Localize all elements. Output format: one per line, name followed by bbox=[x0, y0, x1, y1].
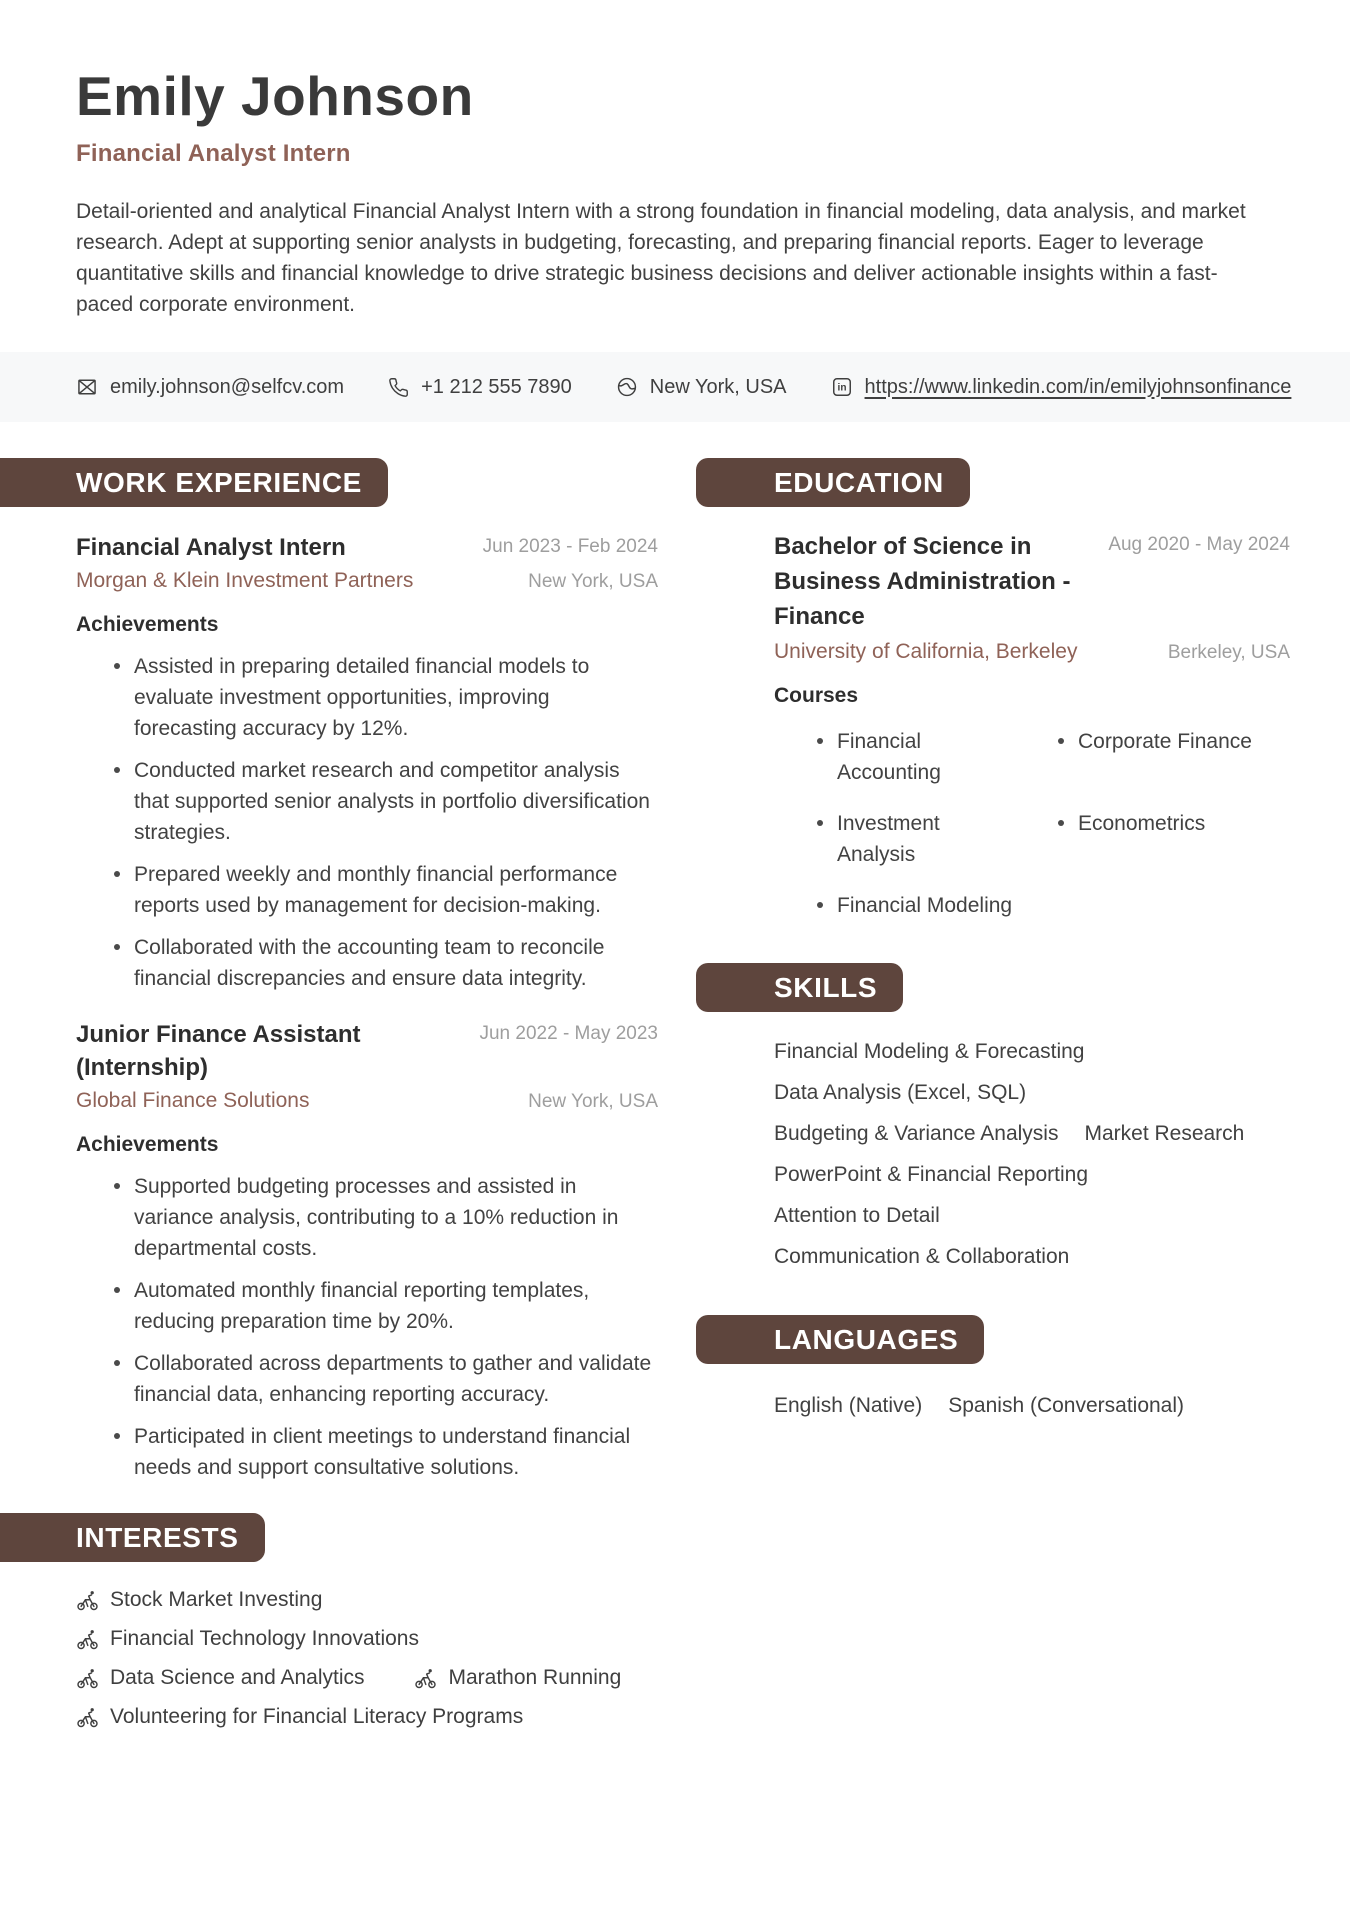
email-icon bbox=[76, 376, 98, 398]
education-content bbox=[696, 529, 1292, 921]
courses-label: Courses bbox=[774, 684, 859, 707]
interest-item bbox=[76, 1666, 364, 1690]
location-text: New York, USA bbox=[649, 375, 787, 398]
contact-bar bbox=[0, 352, 1350, 422]
achievement-item bbox=[114, 1348, 658, 1410]
bullet-dot bbox=[817, 738, 823, 744]
achievements-list bbox=[114, 1171, 658, 1483]
job-role-subtitle: Financial Analyst Intern bbox=[76, 140, 351, 167]
interest-item bbox=[76, 1588, 322, 1612]
achievements-label: Achievements bbox=[76, 613, 219, 636]
job-location: New York, USA bbox=[528, 1091, 658, 1112]
bullet-dot bbox=[817, 820, 823, 826]
achievement-item bbox=[114, 1171, 658, 1264]
bullet-dot bbox=[817, 902, 823, 908]
education-dates: Aug 2020 - May 2024 bbox=[1108, 534, 1290, 555]
skills-list bbox=[696, 1040, 1292, 1269]
interest-item bbox=[414, 1666, 621, 1690]
achievement-text: Prepared weekly and monthly financial performance reports used by management for decision-making. bbox=[134, 863, 618, 917]
course-row bbox=[774, 808, 1290, 870]
section-banner-education: EDUCATION bbox=[696, 458, 970, 507]
interest-item bbox=[76, 1627, 419, 1651]
profile-summary: Detail-oriented and analytical Financial Analyst Intern with a strong foundation in financial modeling, data analysis, and market research. Adept at supporting senior analysts in budgeting, forecasting, and preparing financial reports. Eager to leverage quantitative skills and financial knowledge to drive strategic business decisions and deliver actionable insights within a fast-paced corporate environment. bbox=[76, 200, 1246, 316]
interest-text: Stock Market Investing bbox=[110, 1588, 323, 1611]
contact-linkedin bbox=[831, 376, 1292, 399]
section-banner-languages: LANGUAGES bbox=[696, 1315, 984, 1364]
course-item bbox=[1021, 808, 1205, 870]
course-text: Corporate Finance bbox=[1078, 730, 1252, 753]
bullet-dot bbox=[114, 944, 120, 950]
bullet-dot bbox=[1058, 738, 1064, 744]
skill-item: Attention to Detail bbox=[774, 1204, 940, 1227]
job-dates: Jun 2022 - May 2023 bbox=[479, 1023, 658, 1044]
job-location: New York, USA bbox=[528, 571, 658, 592]
right-column bbox=[696, 458, 1292, 1418]
header bbox=[0, 0, 1350, 320]
job-entry-2 bbox=[76, 1018, 658, 1483]
contact-location bbox=[616, 376, 787, 399]
contact-email bbox=[76, 376, 344, 399]
achievement-text: Conducted market research and competitor analysis that supported senior analysts in portfolio diversification strategies. bbox=[134, 759, 650, 844]
skill-item: Data Analysis (Excel, SQL) bbox=[774, 1081, 1027, 1104]
interest-row bbox=[76, 1666, 658, 1690]
contact-phone bbox=[388, 376, 572, 399]
skill-item: Budgeting & Variance Analysis bbox=[774, 1122, 1059, 1145]
skill-item: Communication & Collaboration bbox=[774, 1245, 1070, 1268]
job-dates: Jun 2023 - Feb 2024 bbox=[482, 536, 658, 557]
email-text: emily.johnson@selfcv.com bbox=[110, 375, 345, 398]
achievement-item bbox=[114, 755, 658, 848]
achievements-list bbox=[114, 651, 658, 994]
linkedin-icon bbox=[831, 376, 853, 398]
bullet-dot bbox=[114, 663, 120, 669]
skill-item: Market Research bbox=[1084, 1122, 1245, 1145]
course-item bbox=[774, 726, 1021, 788]
course-text: Financial Accounting bbox=[837, 730, 941, 784]
bullet-dot bbox=[114, 1360, 120, 1366]
achievement-text: Participated in client meetings to understand financial needs and support consultative solutions. bbox=[134, 1425, 631, 1479]
svg-text:in: in bbox=[837, 382, 847, 394]
education-entry bbox=[774, 529, 1290, 921]
linkedin-link[interactable]: https://www.linkedin.com/in/emilyjohnsonfinance bbox=[864, 375, 1292, 398]
achievement-item bbox=[114, 1275, 658, 1337]
school-name: University of California, Berkeley bbox=[774, 640, 1078, 663]
interest-text: Data Science and Analytics bbox=[110, 1666, 365, 1689]
cyclist-icon bbox=[76, 1667, 99, 1690]
achievement-text: Supported budgeting processes and assisted in variance analysis, contributing to a 10% reduction in departmental costs. bbox=[134, 1175, 619, 1260]
globe-icon bbox=[616, 376, 638, 398]
achievement-text: Collaborated with the accounting team to reconcile financial discrepancies and ensure data integrity. bbox=[134, 936, 605, 990]
achievement-item bbox=[114, 1421, 658, 1483]
language-item: English (Native) bbox=[774, 1394, 923, 1417]
phone-text: +1 212 555 7890 bbox=[421, 375, 572, 398]
languages-section bbox=[696, 1315, 1292, 1418]
interest-row bbox=[76, 1588, 658, 1612]
achievement-item bbox=[114, 932, 658, 994]
achievement-text: Assisted in preparing detailed financial models to evaluate investment opportunities, improving forecasting accuracy by 12%. bbox=[134, 655, 590, 740]
achievements-label: Achievements bbox=[76, 1133, 219, 1156]
bullet-dot bbox=[114, 767, 120, 773]
job-company: Global Finance Solutions bbox=[76, 1089, 310, 1112]
bullet-dot bbox=[114, 1433, 120, 1439]
cyclist-icon bbox=[76, 1628, 99, 1651]
person-name: Emily Johnson bbox=[76, 65, 474, 127]
achievement-item bbox=[114, 859, 658, 921]
phone-icon bbox=[388, 377, 409, 398]
section-banner-skills: SKILLS bbox=[696, 963, 903, 1012]
courses-list bbox=[774, 726, 1290, 921]
course-item bbox=[774, 890, 1021, 921]
main-columns bbox=[0, 458, 1350, 1744]
skills-section bbox=[696, 963, 1292, 1269]
bullet-dot bbox=[114, 1183, 120, 1189]
interest-text: Volunteering for Financial Literacy Programs bbox=[110, 1705, 524, 1728]
left-column bbox=[0, 458, 658, 1744]
job-company: Morgan & Klein Investment Partners bbox=[76, 569, 414, 592]
section-banner-work-experience: WORK EXPERIENCE bbox=[0, 458, 388, 507]
achievement-text: Collaborated across departments to gather and validate financial data, enhancing reporting accuracy. bbox=[134, 1352, 652, 1406]
work-experience-content bbox=[0, 531, 658, 1729]
course-row bbox=[774, 726, 1290, 788]
course-text: Econometrics bbox=[1078, 812, 1206, 835]
cyclist-icon bbox=[76, 1589, 99, 1612]
interest-text: Marathon Running bbox=[448, 1666, 622, 1689]
course-text: Financial Modeling bbox=[837, 894, 1013, 917]
bullet-dot bbox=[1058, 820, 1064, 826]
degree-title: Bachelor of Science in Business Administration - Finance bbox=[774, 533, 1071, 630]
course-item bbox=[1021, 726, 1252, 788]
job-title: Financial Analyst Intern bbox=[76, 534, 346, 561]
cyclist-icon bbox=[414, 1667, 437, 1690]
achievement-text: Automated monthly financial reporting templates, reducing preparation time by 20%. bbox=[134, 1279, 590, 1333]
skill-item: Financial Modeling & Forecasting bbox=[774, 1040, 1085, 1063]
interest-item bbox=[76, 1705, 523, 1729]
interest-row bbox=[76, 1705, 658, 1729]
course-row bbox=[774, 890, 1290, 921]
course-item bbox=[774, 808, 1021, 870]
job-title: Junior Finance Assistant (Internship) bbox=[76, 1021, 361, 1081]
languages-list bbox=[696, 1394, 1292, 1418]
section-banner-interests: INTERESTS bbox=[0, 1513, 265, 1562]
education-location: Berkeley, USA bbox=[1167, 642, 1290, 663]
cyclist-icon bbox=[76, 1706, 99, 1729]
interests-list bbox=[0, 1588, 658, 1729]
interest-text: Financial Technology Innovations bbox=[110, 1627, 419, 1650]
course-text: Investment Analysis bbox=[837, 812, 940, 866]
bullet-dot bbox=[114, 1287, 120, 1293]
achievement-item bbox=[114, 651, 658, 744]
language-item: Spanish (Conversational) bbox=[948, 1394, 1185, 1417]
job-entry-1 bbox=[76, 531, 658, 994]
bullet-dot bbox=[114, 871, 120, 877]
interest-row bbox=[76, 1627, 658, 1651]
interests-section bbox=[0, 1513, 658, 1729]
skill-item: PowerPoint & Financial Reporting bbox=[774, 1163, 1088, 1186]
skill-row bbox=[774, 1122, 1290, 1146]
